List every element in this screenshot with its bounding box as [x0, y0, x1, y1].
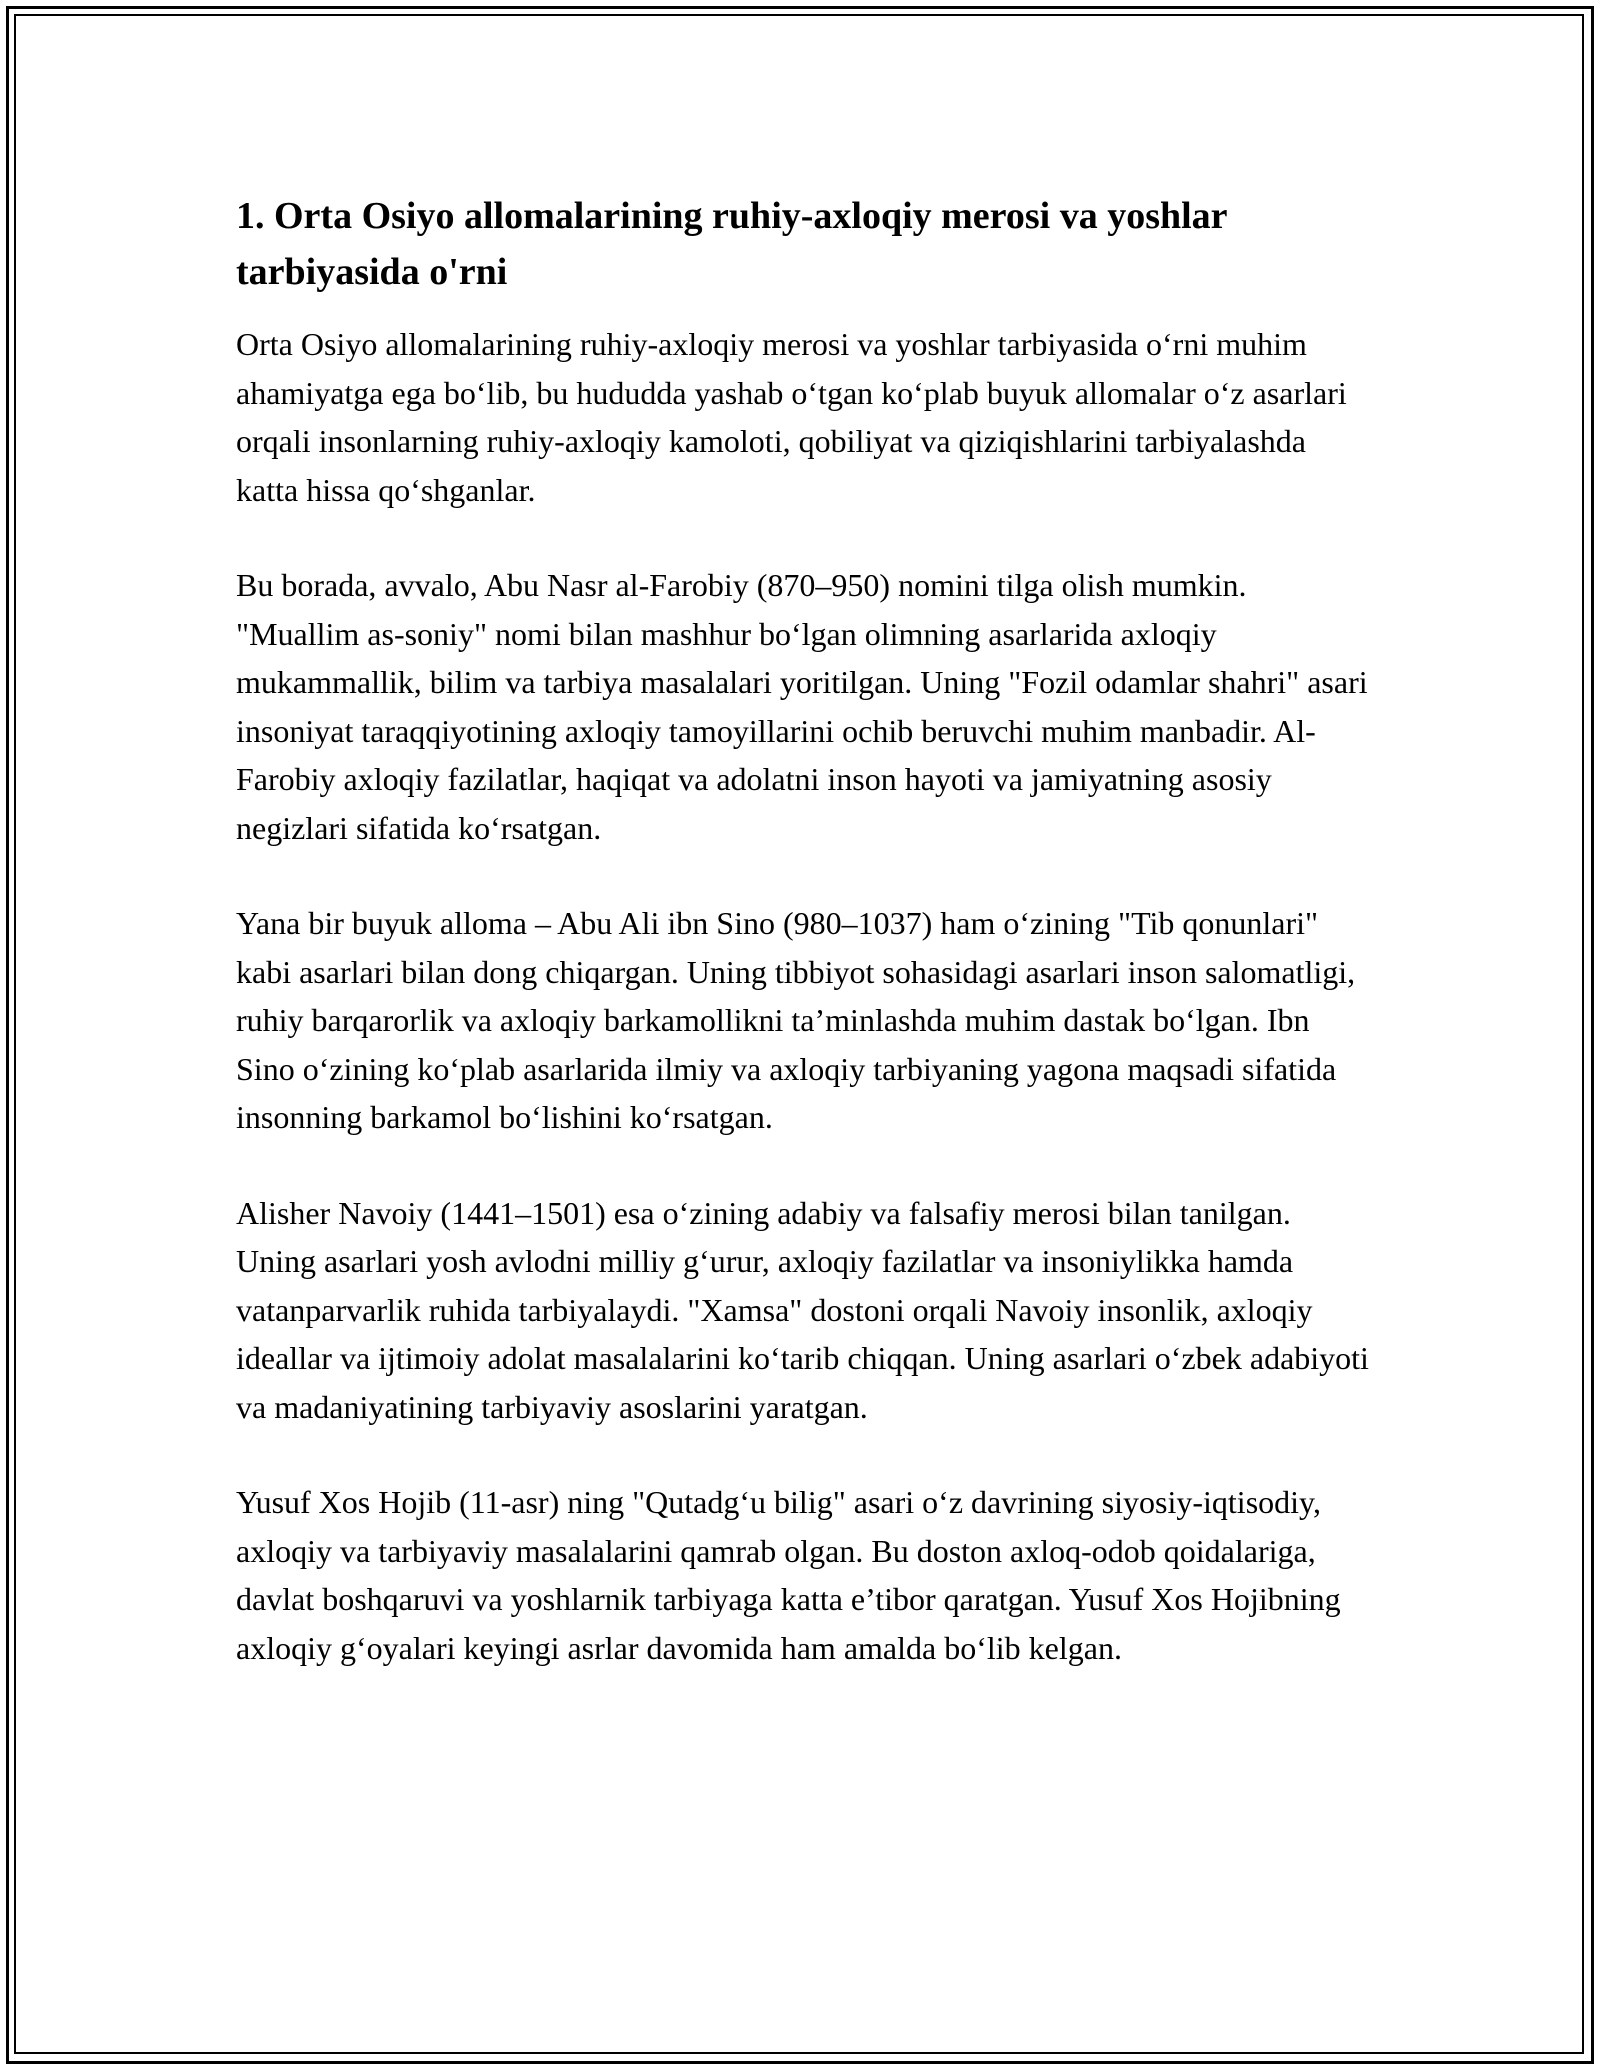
document-body [236, 188, 1376, 1719]
paragraph-intro: Orta Osiyo allomalarining ruhiy-axloqiy merosi va yoshlar tarbiyasida o‘rni muhim ahamiyatga ega bo‘lib, bu hududda yashab o‘tgan ko‘plab buyuk allomalar o‘z asarlari orqali insonlarning ruhiy-axloqiy kamoloti, qobiliyat va qiziqishlarini tarbiyalashda katta hissa qo‘shganlar. [236, 326, 1347, 508]
paragraph-yusuf-xos-hojib: Yusuf Xos Hojib (11-asr) ning "Qutadg‘u bilig" asari o‘z davrining siyosiy-iqtisodiy, axloqiy va tarbiyaviy masalalarini qamrab olgan. Bu doston axloq-odob qoidalariga, davlat boshqaruvi va yoshlarnik tarbiyaga katta e’tibor qaratgan. Yusuf Xos Hojibning axloqiy g‘oyalari keyingi asrlar davomida ham amalda bo‘lib kelgan. [236, 1484, 1341, 1666]
paragraph-navoiy: Alisher Navoiy (1441–1501) esa o‘zining adabiy va falsafiy merosi bilan tanilgan. Uning asarlari yosh avlodni milliy g‘urur, axloqiy fazilatlar va insoniylikka hamda vatanparvarlik ruhida tarbiyalaydi. "Xamsa" dostoni orqali Navoiy insonlik, axloqiy ideallar va ijtimoiy adolat masalalarini ko‘tarib chiqqan. Uning asarlari o‘zbek adabiyoti va madaniyatining tarbiyaviy asoslarini yaratgan. [236, 1194, 1369, 1425]
paragraph-farobiy: Bu borada, avvalo, Abu Nasr al-Farobiy (870–950) nomini tilga olish mumkin. "Muallim as-soniy" nomi bilan mashhur bo‘lgan olimning asarlarida axloqiy mukammallik, bilim va tarbiya masalalari yoritilgan. Uning "Fozil odamlar shahri" asari insoniyat taraqqiyotining axloqiy tamoyillarini ochib beruvchi muhim manbadir. Al-Farobiy axloqiy fazilatlar, haqiqat va adolatni inson hayoti va jamiyatning asosiy negizlari sifatida ko‘rsatgan. [236, 567, 1368, 846]
document-title: 1. Orta Osiyo allomalarining ruhiy-axloqiy merosi va yoshlar tarbiyasida o'rni [236, 195, 1227, 293]
paragraph-ibn-sino: Yana bir buyuk alloma – Abu Ali ibn Sino (980–1037) ham o‘zining "Tib qonunlari" kabi asarlari bilan dong chiqargan. Uning tibbiyot sohasidagi asarlari inson salomatligi, ruhiy barqarorlik va axloqiy barkamollikni ta’minlashda muhim dastak bo‘lgan. Ibn Sino o‘zining ko‘plab asarlarida ilmiy va axloqiy tarbiyaning yagona maqsadi sifatida insonning barkamol bo‘lishini ko‘rsatgan. [236, 905, 1356, 1135]
